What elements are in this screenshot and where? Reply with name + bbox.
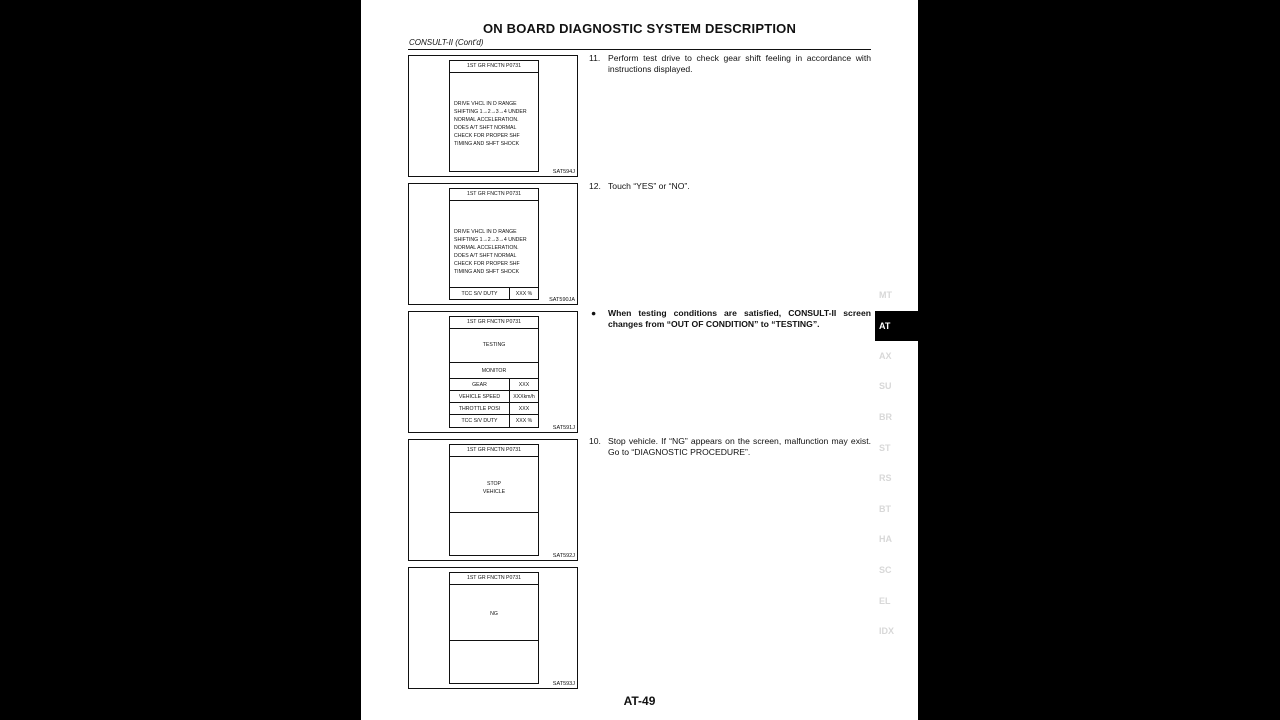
step-number: 11. xyxy=(589,53,601,63)
monitor-label: TCC S/V DUTY xyxy=(461,418,498,424)
monitor-value: XXX xyxy=(509,379,538,391)
figure-screen-1 xyxy=(408,55,578,177)
monitor-value: XXXkm/h xyxy=(509,391,538,403)
tab-mt[interactable]: MT xyxy=(879,290,892,300)
figure-screen-3 xyxy=(408,311,578,433)
monitor-value: XXX xyxy=(509,403,538,415)
page-title: ON BOARD DIAGNOSTIC SYSTEM DESCRIPTION xyxy=(482,21,797,36)
tab-ax[interactable]: AX xyxy=(879,351,892,361)
monitor-value: XXX % xyxy=(509,288,538,300)
consult-screen xyxy=(449,444,539,556)
section-subheading: CONSULT-II (Cont'd) xyxy=(409,38,484,47)
message-line: NG xyxy=(490,611,498,617)
monitor-heading: MONITOR xyxy=(481,368,507,374)
instruction-line: DOES A/T SHFT NORMAL xyxy=(454,253,517,259)
figure-code: SAT591J xyxy=(552,425,575,431)
step-text: Perform test drive to check gear shift feeling in accordance with instructions displayed. xyxy=(608,53,871,74)
consult-screen xyxy=(449,60,539,172)
status-text: TESTING xyxy=(482,342,506,348)
page-number: AT-49 xyxy=(623,694,656,708)
tab-el[interactable]: EL xyxy=(879,596,891,606)
tab-br[interactable]: BR xyxy=(879,412,892,422)
tab-sc[interactable]: SC xyxy=(879,565,892,575)
monitor-row xyxy=(450,414,538,427)
monitor-label: TCC S/V DUTY xyxy=(461,291,498,297)
figure-code: SAT594J xyxy=(552,169,575,175)
tab-idx[interactable]: IDX xyxy=(879,626,895,636)
divider xyxy=(450,362,538,363)
instruction-line: TIMING AND SHFT SHOCK xyxy=(454,269,520,275)
instruction-line: DRIVE VHCL IN D RANGE xyxy=(454,101,517,107)
instruction-line: SHIFTING 1→2→3→4 UNDER xyxy=(454,237,527,243)
step-number: 12. xyxy=(589,181,601,191)
instruction-line: SHIFTING 1→2→3→4 UNDER xyxy=(454,109,527,115)
tab-st[interactable]: ST xyxy=(879,443,891,453)
instruction-line: NORMAL ACCELERATION. xyxy=(454,117,519,123)
message-line: STOP xyxy=(486,481,502,487)
step-11 xyxy=(589,53,871,74)
bullet-note xyxy=(589,308,871,329)
tab-ha[interactable]: HA xyxy=(879,534,892,544)
consult-screen xyxy=(449,188,539,300)
monitor-label: GEAR xyxy=(472,382,487,388)
figure-screen-4 xyxy=(408,439,578,561)
figure-code: SAT592J xyxy=(552,553,575,559)
instruction-line: DOES A/T SHFT NORMAL xyxy=(454,125,517,131)
step-text: Touch “YES” or “NO”. xyxy=(608,181,690,191)
figure-code: SAT590JA xyxy=(549,297,575,303)
figure-screen-5 xyxy=(408,567,578,689)
step-12 xyxy=(589,181,871,192)
monitor-label: VEHICLE SPEED xyxy=(458,394,501,400)
screen-instructions xyxy=(450,201,538,276)
instruction-line: TIMING AND SHFT SHOCK xyxy=(454,141,520,147)
instruction-line: DRIVE VHCL IN D RANGE xyxy=(454,229,517,235)
screen-title: 1ST GR FNCTN P0731 xyxy=(450,189,538,201)
tab-at[interactable]: AT xyxy=(875,311,918,341)
figure-code: SAT593J xyxy=(552,681,575,687)
tab-bt[interactable]: BT xyxy=(879,504,891,514)
screen-title: 1ST GR FNCTN P0731 xyxy=(450,573,538,585)
message-line: VEHICLE xyxy=(482,489,506,495)
step-10 xyxy=(589,436,871,457)
manual-page xyxy=(361,0,918,720)
monitor-value: XXX % xyxy=(509,415,538,427)
instruction-line: CHECK FOR PROPER SHF xyxy=(454,261,520,267)
bullet-icon: ● xyxy=(591,308,597,318)
instruction-line: NORMAL ACCELERATION. xyxy=(454,245,519,251)
consult-screen xyxy=(449,316,539,428)
screen-instructions xyxy=(450,73,538,148)
divider xyxy=(450,640,538,641)
monitor-row xyxy=(450,287,538,300)
tab-rs[interactable]: RS xyxy=(879,473,892,483)
header-rule xyxy=(408,49,871,50)
step-text: Stop vehicle. If “NG” appears on the screen, malfunction may exist. Go to “DIAGNOSTIC PROCEDURE”. xyxy=(608,436,871,457)
screen-title: 1ST GR FNCTN P0731 xyxy=(450,317,538,329)
section-tabs xyxy=(875,0,918,720)
monitor-label: THROTTLE POSI xyxy=(458,406,501,412)
screen-title: 1ST GR FNCTN P0731 xyxy=(450,445,538,457)
consult-screen xyxy=(449,572,539,684)
step-number: 10. xyxy=(589,436,601,446)
tab-su[interactable]: SU xyxy=(879,381,892,391)
instruction-line: CHECK FOR PROPER SHF xyxy=(454,133,520,139)
figure-screen-2 xyxy=(408,183,578,305)
step-text: When testing conditions are satisfied, CONSULT-II screen changes from “OUT OF CONDITION” to “TESTING”. xyxy=(608,308,871,329)
screen-title: 1ST GR FNCTN P0731 xyxy=(450,61,538,73)
divider xyxy=(450,512,538,513)
